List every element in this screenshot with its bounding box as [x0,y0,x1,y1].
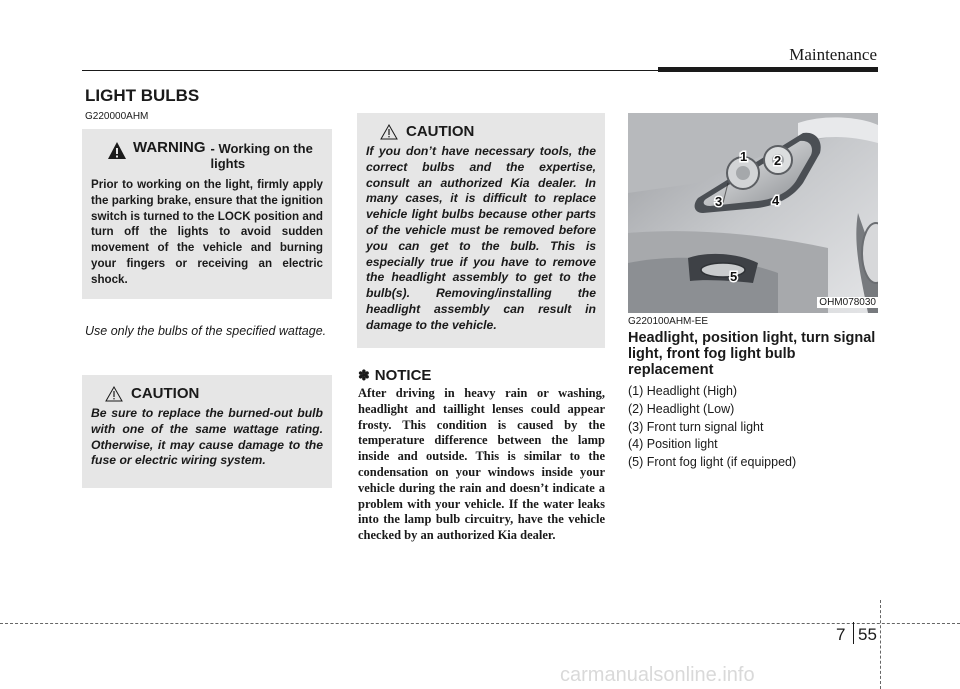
notice-star-icon: ✽ [358,367,370,383]
callout-5: 5 [730,269,738,284]
usage-note: Use only the bulbs of the specified wattage. [85,324,327,338]
page-number-divider [853,622,854,644]
warning-box [82,129,332,299]
caution-box-bulbs [82,375,332,488]
callout-3: 3 [715,194,723,209]
warning-triangle-icon [107,141,127,161]
notice-title-text: NOTICE [374,367,432,384]
watermark: carmanualsonline.info [560,664,755,686]
figure-id: OHM078030 [819,297,876,308]
caution-body: If you don’t have necessary tools, the correct bulbs and the expertise, consult an authorized Kia dealer. In many cases, it is difficult to replace vehicle light bulbs because other parts of the vehicle must be removed before you can get to the bulb. This is especially true if you have to remove the headlight assembly to get to the bulb(s). Removing/installing the headlight assembly can result in damage to the vehicle. [366,144,596,332]
callout-1: 1 [740,149,748,164]
callout-2: 2 [774,153,782,168]
warning-body: Prior to working on the light, firmly apply the parking brake, ensure that the ignition switch is turned to the LOCK position and turn off the lights to avoid sudden movement of the vehicle and burning your fingers or receiving an electric shock. [91,178,323,286]
section-code: G220000AHM [85,111,149,122]
warning-header [91,139,323,171]
callout-4: 4 [772,193,780,208]
list-item: (5) Front fog light (if equipped) [628,455,797,470]
warning-title: WARNING [133,139,206,156]
list-item: (2) Headlight (Low) [628,401,735,416]
subsection-heading: Headlight, position light, turn signal light, front fog light bulb replacement [628,330,876,378]
caution-triangle-icon [105,386,123,402]
subsection-code: G220100AHM-EE [628,316,709,327]
list-item: (3) Front turn signal light [628,419,764,434]
caution-header [366,123,596,140]
caution-box-tools [357,113,605,348]
bulb-list [628,383,796,472]
headlight-illustration [628,113,878,313]
list-item: (1) Headlight (High) [628,384,738,398]
section-header: Maintenance [789,45,877,64]
footer-vertical-rule [880,600,881,689]
warning-subtitle: - Working on the lights [210,141,313,171]
caution-header [91,385,323,402]
caution-body: Be sure to replace the burned-out bulb with one of the same wattage rating. Otherwise, it may cause damage to the fuse or electric wiring system. [91,406,323,468]
chapter-number: 7 [836,625,846,644]
page-title: LIGHT BULBS [85,86,200,105]
notice-body: After driving in heavy rain or washing, headlight and taillight lenses could appear frosty. This condition is caused by the temperature difference between the lamp inside and outside. This is similar to the condensation on your windows inside your vehicle during the rain and doesn’t indicate a problem with your vehicle. If the water leaks into the lamp bulb circuitry, have the vehicle checked by an authorized Kia dealer. [358,386,605,543]
caution-title: CAUTION [406,123,475,140]
page-number: 55 [858,625,877,644]
caution-triangle-icon [380,124,398,140]
notice-title [358,367,431,384]
list-item: (4) Position light [628,437,718,452]
header-rule [82,70,658,71]
caution-title: CAUTION [131,385,200,402]
header-rule-accent [658,67,878,72]
footer-rule [0,623,960,624]
